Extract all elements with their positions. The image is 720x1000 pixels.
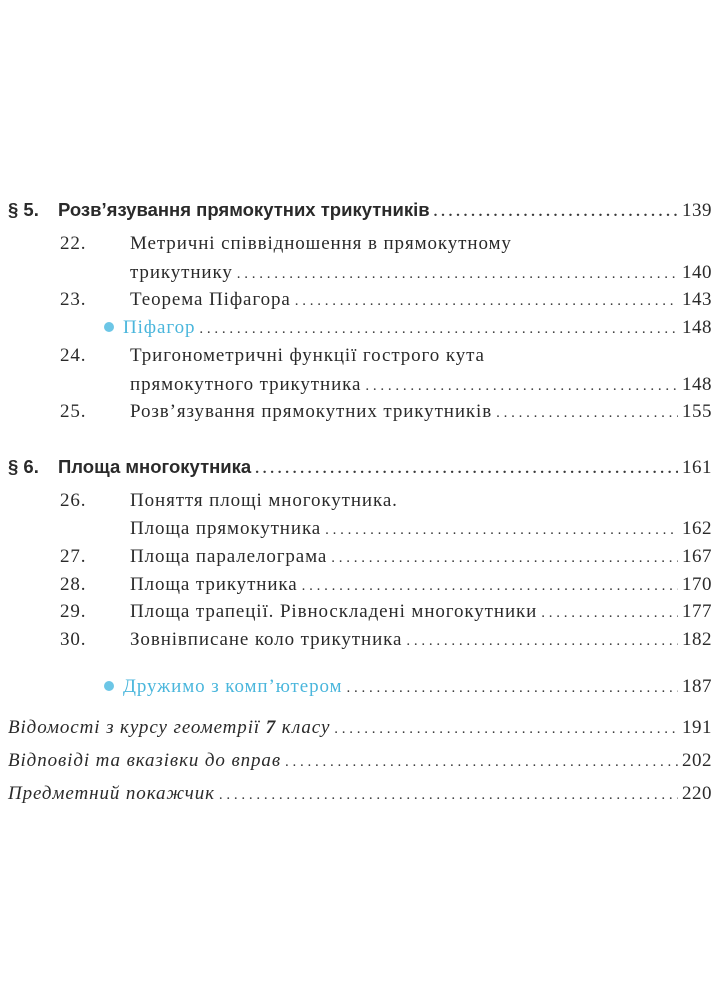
page-number: 182: [682, 629, 712, 650]
entry-title-line1: Поняття площі многокутника.: [130, 490, 398, 511]
page-number: 143: [682, 289, 712, 310]
page-number: 139: [682, 200, 712, 221]
page-number: 148: [682, 317, 712, 338]
dot-leader: [285, 746, 678, 777]
page-number: 167: [682, 546, 712, 567]
dot-leader: [406, 625, 678, 656]
entry-title: Піфагор: [123, 317, 196, 338]
page-number: 161: [682, 457, 712, 478]
toc-appendix-index[interactable]: [8, 779, 712, 809]
toc-entry-23[interactable]: [60, 285, 712, 315]
entry-title: Зовнівписане коло трикутника: [130, 629, 403, 650]
page-number: 170: [682, 574, 712, 595]
appendix-title-part: класу: [276, 717, 331, 738]
entry-number: 29.: [60, 601, 87, 622]
dot-leader: [496, 397, 678, 428]
dot-leader: [255, 452, 678, 484]
page-number: 140: [682, 262, 712, 283]
appendix-title: Відповіді та вказівки до вправ: [8, 750, 281, 771]
page-number: 191: [682, 717, 712, 738]
dot-leader: [199, 313, 678, 344]
toc-entry-30[interactable]: [60, 625, 712, 655]
entry-title: трикутнику: [130, 262, 233, 283]
section-number: § 6.: [8, 456, 39, 477]
entry-title: Площа паралелограма: [130, 546, 328, 567]
entry-number: 28.: [60, 574, 87, 595]
dot-leader: [331, 542, 678, 573]
page-number: 162: [682, 518, 712, 539]
toc-entry-26-line1[interactable]: [60, 486, 712, 516]
page-number: 148: [682, 374, 712, 395]
entry-title: Розв’язування прямокутних трикутників: [130, 401, 493, 422]
entry-number: 30.: [60, 629, 87, 650]
entry-title: Теорема Піфагора: [130, 289, 291, 310]
page-number: 202: [682, 750, 712, 771]
dot-leader: [219, 779, 678, 810]
toc-entry-22[interactable]: [130, 258, 712, 288]
page-number: 155: [682, 401, 712, 422]
entry-title: Дружимо з комп’ютером: [123, 676, 343, 697]
section-number: § 5.: [8, 199, 39, 220]
round-bullet-icon: [104, 681, 114, 691]
entry-title: Площа трикутника: [130, 574, 298, 595]
toc-entry-28[interactable]: [60, 570, 712, 600]
entry-number: 23.: [60, 289, 87, 310]
toc-entry-29[interactable]: [60, 597, 712, 627]
appendix-title: Предметний покажчик: [8, 783, 215, 804]
entry-number: 27.: [60, 546, 87, 567]
dot-leader: [334, 713, 678, 744]
page-number: 177: [682, 601, 712, 622]
entry-title-line1: Тригонометричні функції гострого кута: [130, 345, 485, 366]
entry-title-line1: Метричні співвідношення в прямокутному: [130, 233, 512, 254]
entry-number: 25.: [60, 401, 87, 422]
entry-title: Площа прямокутника: [130, 518, 322, 539]
toc-appendix-reference[interactable]: [8, 713, 712, 743]
dot-leader: [346, 672, 678, 703]
toc-appendix-answers[interactable]: [8, 746, 712, 776]
section-title: Площа многокутника: [58, 456, 252, 477]
dot-leader: [325, 514, 678, 545]
entry-title: прямокутного трикутника: [130, 374, 362, 395]
entry-number: 24.: [60, 345, 87, 366]
entry-title: Площа трапеції. Рівноскладені многокутники: [130, 601, 538, 622]
appendix-title-grade: 7: [265, 717, 277, 738]
dot-leader: [541, 597, 678, 628]
toc-entry-pythagoras[interactable]: [104, 313, 712, 343]
toc-entry-22-line1[interactable]: [60, 229, 712, 259]
toc-entry-24-line1[interactable]: [60, 341, 712, 371]
round-bullet-icon: [104, 322, 114, 332]
toc-entry-25[interactable]: [60, 397, 712, 427]
toc-entry-26[interactable]: [130, 514, 712, 544]
entry-number: 26.: [60, 490, 87, 511]
appendix-title: [8, 713, 330, 743]
toc-entry-24[interactable]: [130, 370, 712, 400]
page-number: 220: [682, 783, 712, 804]
appendix-title-part: Відомості з курсу геометрії: [8, 717, 266, 738]
section-title: Розв’язування прямокутних трикутників: [58, 199, 430, 220]
page-number: 187: [682, 676, 712, 697]
entry-number: 22.: [60, 233, 87, 254]
dot-leader: [434, 195, 678, 227]
toc-entry-computer[interactable]: [104, 672, 712, 702]
toc-section-6[interactable]: [8, 452, 712, 482]
toc-entry-27[interactable]: [60, 542, 712, 572]
dot-leader: [295, 285, 678, 316]
toc-section-5[interactable]: [8, 195, 712, 225]
